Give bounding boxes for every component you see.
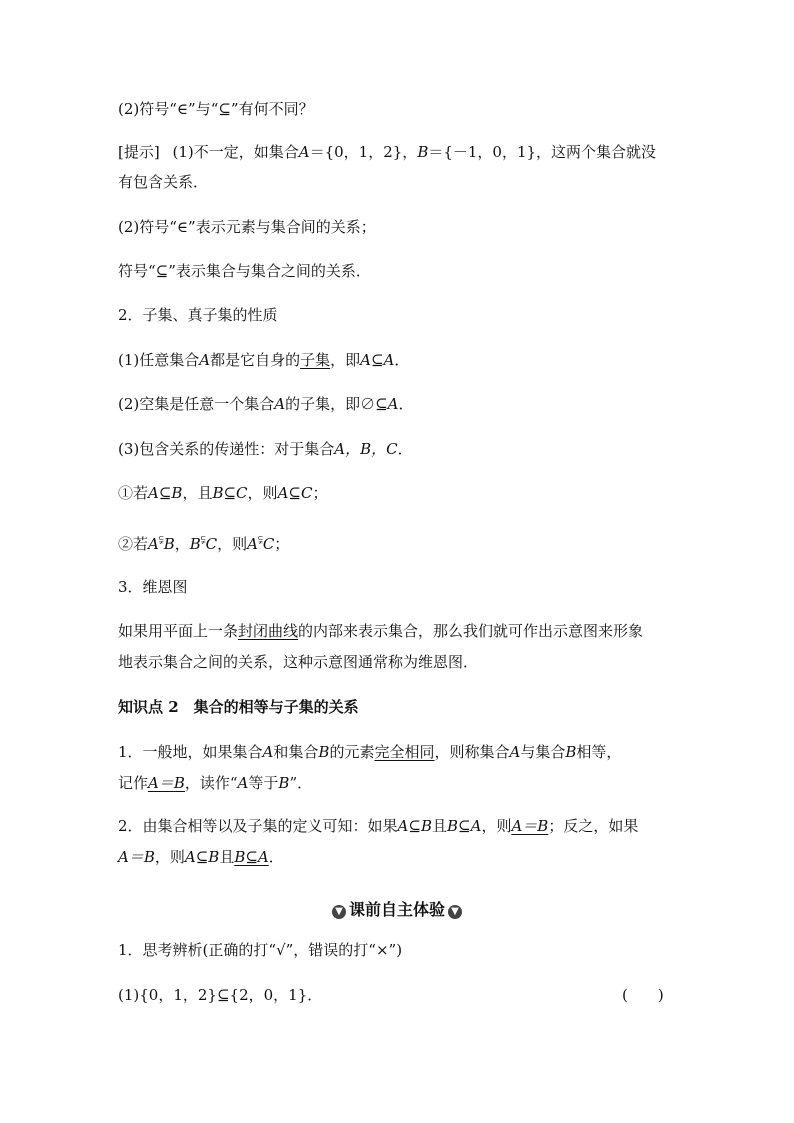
section-2-title: 2．子集、真子集的性质: [118, 306, 278, 324]
transitive-item-1: ①若A⊆B，且B⊆C，则A⊆C；: [118, 484, 328, 502]
blank-identical: 完全相同: [374, 743, 435, 761]
venn-paragraph: 如果用平面上一条封闭曲线的内部来表示集合，那么我们就可作出示意图来形象: [118, 622, 644, 640]
answer-blank[interactable]: ( ): [622, 986, 664, 1004]
blank-b-subset-a: B⊆A: [234, 848, 269, 866]
property-2: (2)空集是任意一个集合A的子集，即∅⊆A．: [118, 395, 414, 413]
property-1: (1)任意集合A都是它自身的子集，即A⊆A．: [118, 351, 410, 369]
proper-subset-symbol: ⫋: [158, 533, 164, 546]
equality-paragraph-2: 2．由集合相等以及子集的定义可知：如果A⊆B且B⊆A，则A＝B；反之，如果: [118, 817, 639, 835]
venn-paragraph-line2: 地表示集合之间的关系，这种示意图通常称为维恩图．: [118, 653, 479, 671]
chevron-down-icon: ▼: [332, 905, 346, 919]
transitive-item-2: ②若A⫋B，B⫋C，则A⫋C；: [118, 533, 290, 553]
blank-a-equals-b-2: A＝B: [511, 817, 549, 835]
exercise-1: 1．思考辨析(正确的打“√”，错误的打“×”): [118, 941, 403, 959]
property-3: (3)包含关系的传递性：对于集合A，B，C．: [118, 440, 413, 458]
equality-paragraph-1: 1．一般地，如果集合A和集合B的元素完全相同，则称集合A与集合B相等，: [118, 743, 622, 761]
hint-paragraph-1: [提示] (1)不一定，如集合A＝{0，1，2}，B＝{－1，0，1}，这两个集合就没: [118, 143, 657, 161]
hint-paragraph-1-line2: 有包含关系．: [118, 173, 209, 191]
exercise-1-1: (1){0，1，2}⊆{2，0，1}．: [118, 986, 323, 1004]
section-3-title: 3．维恩图: [118, 578, 188, 596]
question-2: (2)符号“∈”与“⊆”有何不同？: [118, 100, 314, 118]
proper-subset-symbol: ⫋: [200, 533, 206, 546]
chevron-down-icon: ▼: [448, 905, 462, 919]
equality-paragraph-2-line2: A＝B，则A⊆B且B⊆A．: [118, 848, 284, 866]
blank-subset: 子集: [300, 351, 331, 369]
blank-a-equals-b: A＝B: [148, 774, 185, 792]
hint-paragraph-2: (2)符号“∈”表示元素与集合间的关系；: [118, 218, 376, 236]
hint-label: [提示]: [118, 143, 160, 161]
hint-paragraph-3: 符号“⊆”表示集合与集合之间的关系．: [118, 262, 371, 280]
proper-subset-symbol: ⫋: [257, 533, 263, 546]
equality-paragraph-1-line2: 记作A＝B，读作“A等于B”．: [118, 774, 313, 792]
blank-closed-curve: 封闭曲线: [238, 622, 299, 640]
knowledge-point-2-title: 知识点 2 集合的相等与子集的关系: [118, 698, 359, 716]
section-heading: ▼ 课前自主体验 ▼: [0, 897, 794, 920]
